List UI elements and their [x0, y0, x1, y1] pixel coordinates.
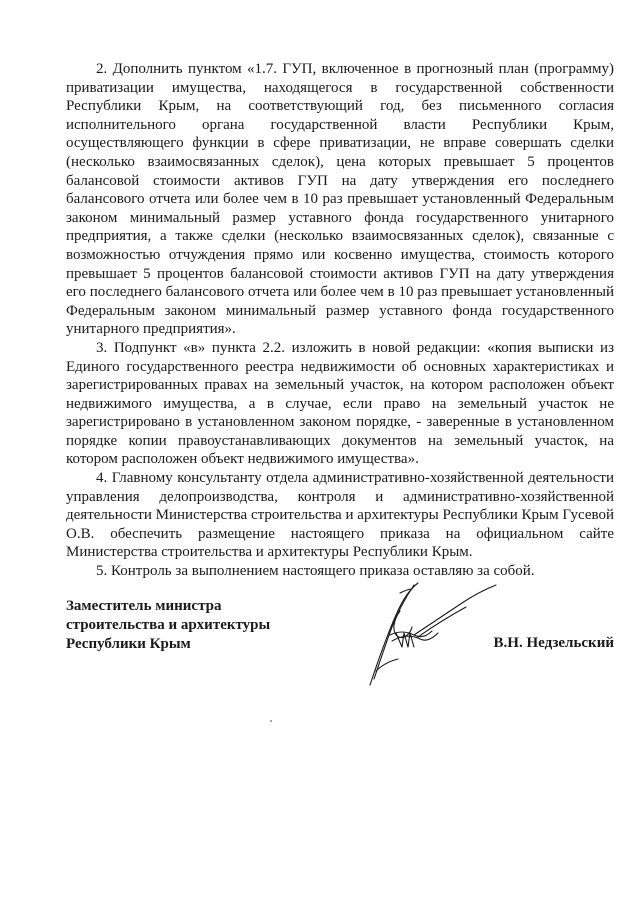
- signatory-title-line-2: строительства и архитектуры: [66, 617, 271, 633]
- signatory-title: [66, 597, 270, 654]
- signatory-title-line-1: Заместитель министра: [66, 598, 222, 614]
- paragraph-item-3: 3. Подпункт «в» пункта 2.2. изложить в новой редакции: «копия выписки из Единого государственного реестра недвижимости об основных характеристиках и зарегистрированных правах на земельный участок, на котором расположен объект недвижимого имущества, а в случае, если право на земельный участок не зарегистрировано в установленном законом порядке, - заверенные в установленном порядке копии правоустанавливающих документов на земельный участок, на котором расположен объект недвижимого имущества».: [66, 339, 614, 468]
- document-body: [66, 60, 614, 581]
- signatory-title-line-3: Республики Крым: [66, 636, 191, 652]
- scan-speck: [270, 720, 272, 722]
- paragraph-item-5: 5. Контроль за выполнением настоящего приказа оставляю за собой.: [96, 563, 535, 580]
- paragraph-item-2: 2. Дополнить пунктом «1.7. ГУП, включенное в прогнозный план (программу) приватизации имущества, находящегося в государственной собственности Республики Крым, на соответствующий год, без письменного согласия исполнительного органа государственной власти Республики Крым, осуществляющего функции в сфере приватизации, не вправе совершать сделки (несколько взаимосвязанных сделок), цена которых превышает 5 процентов балансовой стоимости активов ГУП на дату утверждения его последнего балансового отчета или более чем в 10 раз превышает установленный Федеральным законом минимальный размер уставного фонда государственного унитарного предприятия, а также сделки (несколько взаимосвязанных сделок), связанные с возможностью отчуждения прямо или косвенно имущества, стоимость которого превышает 5 процентов балансовой стоимости активов ГУП на дату утверждения его последнего балансового отчета или более чем в 10 раз превышает установленный Федеральным законом минимальный размер уставного фонда государственного унитарного предприятия».: [66, 61, 614, 338]
- paragraph-item-4: 4. Главному консультанту отдела административно-хозяйственной деятельности управления делопроизводства, контроля и административно-хозяйственной деятельности Министерства строительства и архитектуры Республики Крым Гусевой О.В. обеспечить размещение настоящего приказа на официальном сайте Министерства строительства и архитектуры Республики Крым.: [66, 470, 614, 561]
- handwritten-signature: [340, 575, 500, 705]
- signatory-name: В.Н. Недзельский: [493, 635, 614, 651]
